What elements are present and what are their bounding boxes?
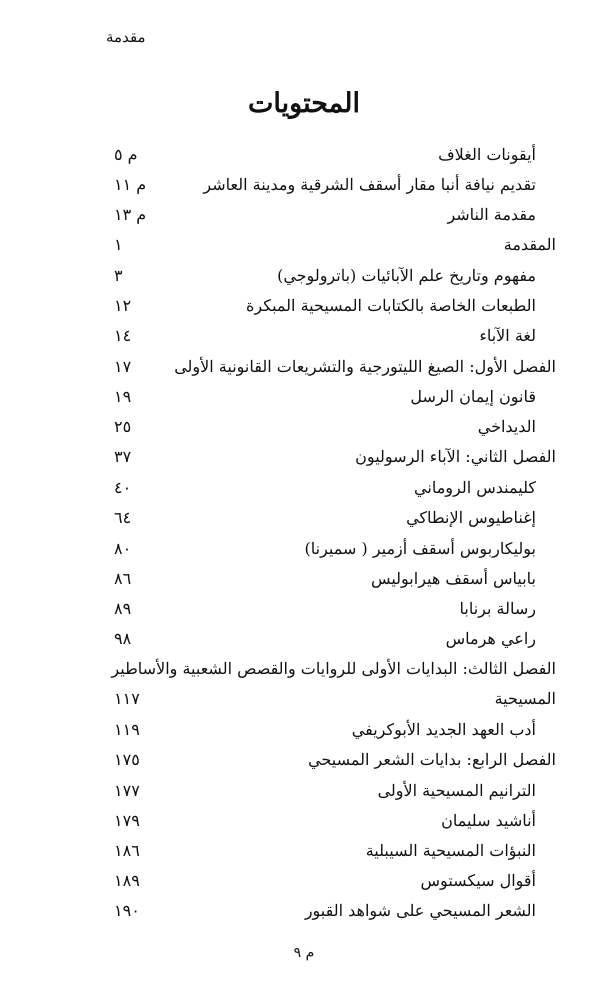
toc-entry-page: ١٧٧ <box>114 781 140 800</box>
toc-entry[interactable] <box>100 291 556 321</box>
toc-entry-title: مقدمة الناشر <box>447 205 536 224</box>
toc-entry-page: ١٩ <box>114 387 132 406</box>
toc-entry[interactable] <box>100 170 556 200</box>
toc-entry-title: بابياس أسقف هيرابوليس <box>370 569 536 588</box>
toc-entry-page: ٨٦ <box>114 569 132 588</box>
toc-entry-title: مفهوم وتاريخ علم الآبائيات (باترولوجي) <box>277 266 536 285</box>
toc-entry[interactable] <box>100 261 556 291</box>
toc-entry-page: ١٧ <box>114 357 132 376</box>
toc-entry-title: إغناطيوس الإنطاكي <box>406 508 536 527</box>
toc-entry[interactable] <box>100 473 556 503</box>
toc-entry-title: أدب العهد الجديد الأبوكريفي <box>351 720 536 739</box>
toc-entry-title: أناشيد سليمان <box>441 811 536 830</box>
toc-entry-title: الديداخي <box>477 417 536 436</box>
toc-entry-page: ٩٨ <box>114 629 132 648</box>
toc-entry-page: ٢٥ <box>114 417 132 436</box>
toc-entry[interactable] <box>100 534 556 564</box>
toc-entry[interactable] <box>100 866 556 896</box>
toc-entry-title: الفصل الثالث: البدايات الأولى للروايات والقصص الشعبية والأساطير <box>111 659 556 678</box>
toc-entry-page: ١١٩ <box>114 720 140 739</box>
toc-entry[interactable] <box>100 352 556 382</box>
running-head: مقدمة <box>106 28 146 46</box>
toc-entry[interactable] <box>100 321 556 351</box>
toc-entry-page: ٤٠ <box>114 478 132 497</box>
toc-entry[interactable] <box>100 442 556 472</box>
toc-entry-title: أقوال سيكستوس <box>420 871 536 890</box>
toc-entry-page: ١٧٥ <box>114 750 140 769</box>
toc-entry[interactable] <box>100 896 556 926</box>
toc-entry-title: راعي هرماس <box>445 629 536 648</box>
toc-entry-page: ٨٩ <box>114 599 132 618</box>
toc-entry-page: م ١٣ <box>114 205 147 224</box>
toc-entry-title: النبؤات المسيحية السيبلية <box>365 841 536 860</box>
toc-entry[interactable] <box>100 412 556 442</box>
toc-entry-title: تقديم نيافة أنبا مقار أسقف الشرقية ومدينة العاشر <box>203 175 536 194</box>
toc-entry-page: ٨٠ <box>114 539 132 558</box>
toc-entry[interactable] <box>100 382 556 412</box>
toc-entry-title: كليمندس الروماني <box>414 478 536 497</box>
toc-entry-page: ١٧٩ <box>114 811 140 830</box>
toc-entry-page: ١٨٦ <box>114 841 140 860</box>
toc-entry[interactable] <box>100 230 556 260</box>
toc-entry-title: المسيحية <box>494 689 556 708</box>
toc-entry-title: المقدمة <box>503 235 556 254</box>
toc-entry-title: الفصل الأول: الصيغ الليتورجية والتشريعات القانونية الأولى <box>174 357 556 376</box>
toc-entry[interactable] <box>100 715 556 745</box>
toc-entry[interactable] <box>100 806 556 836</box>
toc-entry[interactable] <box>100 594 556 624</box>
toc-entry[interactable] <box>100 140 556 170</box>
toc-entry-title: أيقونات الغلاف <box>438 145 536 164</box>
toc-entry-page: ٣ <box>114 266 123 285</box>
page-number: م ٩ <box>293 945 315 961</box>
toc-entry[interactable] <box>100 684 556 714</box>
toc-entry-title: الفصل الثاني: الآباء الرسوليون <box>355 447 556 466</box>
toc-entry[interactable] <box>100 836 556 866</box>
toc-entry-page: ٦٤ <box>114 508 132 527</box>
toc-entry-page: ١ <box>114 235 123 254</box>
toc-entry-page: ١٢ <box>114 296 132 315</box>
toc-entry[interactable] <box>100 564 556 594</box>
toc-entry-title: قانون إيمان الرسل <box>410 387 536 406</box>
toc-entry[interactable] <box>100 503 556 533</box>
toc-entry-title: الشعر المسيحي على شواهد القبور <box>304 901 536 920</box>
toc-entry-title: لغة الآباء <box>479 326 536 345</box>
toc-entry-page: م ٥ <box>114 145 138 164</box>
toc-entry-title: الفصل الرابع: بدايات الشعر المسيحي <box>308 750 556 769</box>
toc-entry[interactable] <box>100 776 556 806</box>
toc-entry[interactable] <box>100 624 556 654</box>
toc-entry[interactable] <box>100 745 556 775</box>
toc-entry-title: الترانيم المسيحية الأولى <box>377 781 536 800</box>
toc-entry-page: ٣٧ <box>114 447 132 466</box>
toc-entry-page: ١٤ <box>114 326 132 345</box>
toc-entry-title: رسالة برنابا <box>459 599 536 618</box>
toc-entry-page: ١١٧ <box>114 689 140 708</box>
toc-entry-title: بوليكاربوس أسقف أزمير ( سميرنا) <box>304 539 536 558</box>
toc-entry[interactable] <box>100 654 556 684</box>
toc-entry-title: الطبعات الخاصة بالكتابات المسيحية المبكرة <box>246 296 536 315</box>
toc-entry-page: ١٩٠ <box>114 901 140 920</box>
toc-entry-page: م ١١ <box>114 175 147 194</box>
toc-entry-page: ١٨٩ <box>114 871 140 890</box>
toc-entry[interactable] <box>100 200 556 230</box>
page-title: المحتويات <box>247 88 361 119</box>
